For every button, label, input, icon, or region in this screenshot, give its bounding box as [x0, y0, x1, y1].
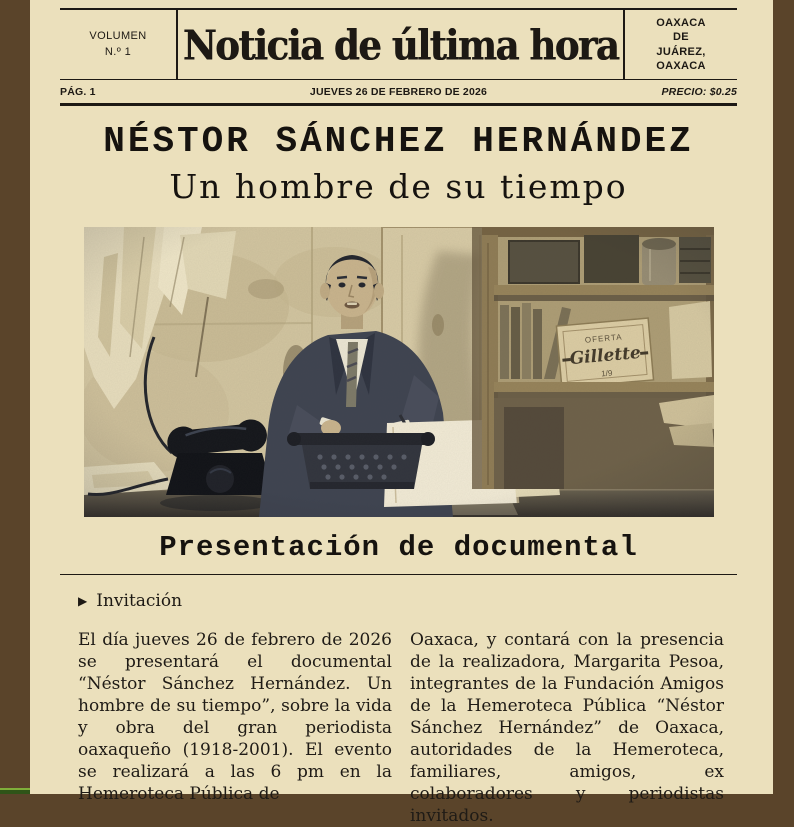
volume-number: N.º 1 [104, 45, 132, 58]
body-column-left: El día jueves 26 de febrero de 2026 se presentará el documental “Néstor Sánchez Hernández. Un hombre de su tiempo”, sobre la vida y obra del gran periodista oaxaqueño (1918-2001). El evento se realizará a las 6 pm en la Hemeroteca Pública de [78, 630, 392, 805]
body-column-right: Oaxaca, y contará con la presencia de la realizadora, Margarita Pesoa, integrantes de la Fundación Amigos de la Hemeroteca Pública “Néstor Sánchez Hernández” de Oaxaca, autoridades de la Hemeroteca, familiares, amigos, ex colaboradores y periodistas invitados. [410, 630, 724, 827]
newspaper-page [30, 0, 773, 827]
section-title: Presentación de documental [159, 530, 638, 564]
price: PRECIO: $0.25 [661, 85, 737, 98]
body-columns [78, 629, 724, 827]
desktop-corner-sliver [0, 788, 30, 794]
kicker [78, 591, 737, 611]
article-photo [84, 227, 714, 517]
dateline-rule [60, 103, 737, 106]
issue-date: JUEVES 26 DE FEBRERO DE 2026 [309, 85, 488, 98]
location-box [623, 10, 737, 79]
page-number: PÁG. 1 [60, 85, 96, 98]
article-headline: NÉSTOR SÁNCHEZ HERNÁNDEZ [103, 121, 694, 162]
volume-label: VOLUMEN [89, 29, 147, 42]
location-line: OAXACA [656, 16, 706, 29]
location-line: OAXACA [656, 59, 706, 72]
location-line: JUÁREZ, [656, 45, 706, 58]
volume-box [60, 10, 178, 79]
location-line: DE [673, 31, 689, 44]
photo-grain [84, 227, 714, 517]
play-triangle-icon: ▶ [78, 594, 88, 609]
article-subtitle: Un hombre de su tiempo [169, 166, 628, 206]
newspaper-title: Noticia de última hora [182, 19, 619, 70]
kicker-label: Invitación [96, 591, 183, 612]
masthead-title-area [178, 10, 623, 79]
dateline [60, 80, 737, 103]
section-rule [60, 574, 737, 575]
page-content [30, 8, 773, 827]
masthead [60, 10, 737, 79]
